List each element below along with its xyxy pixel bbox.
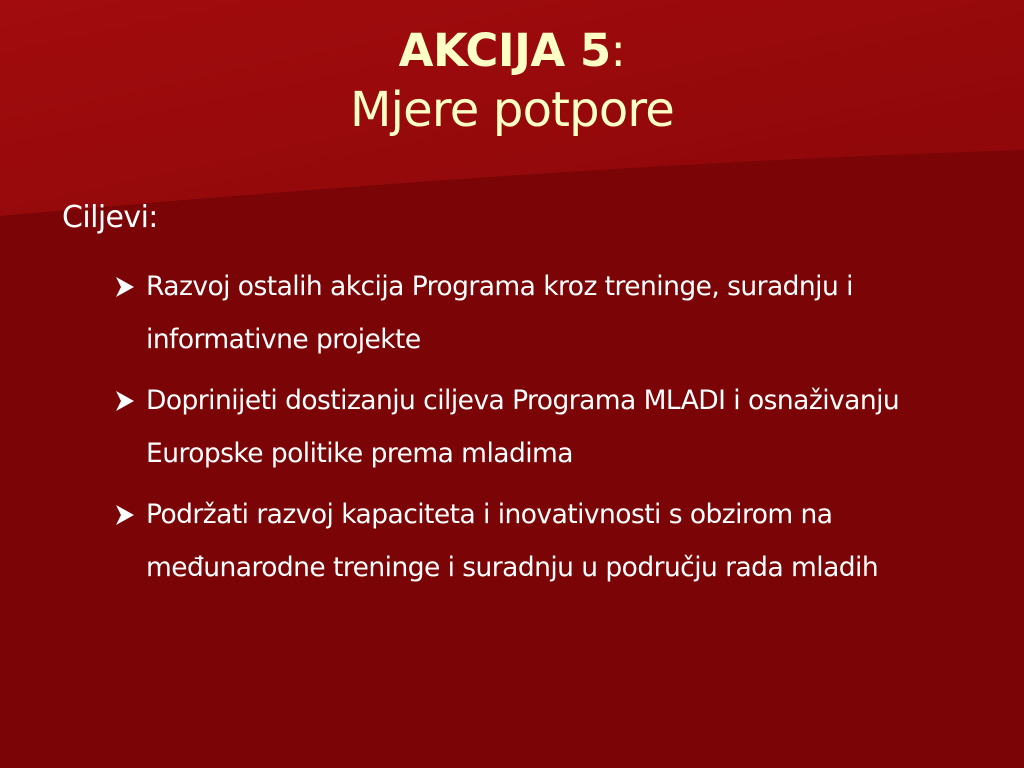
arrow-bullet-icon xyxy=(112,274,138,300)
list-item-text: Razvoj ostalih akcija Programa kroz treninge, suradnju i informativne projekte xyxy=(146,271,853,355)
list-item xyxy=(112,260,992,366)
list-item xyxy=(112,374,992,480)
goals-list xyxy=(112,260,992,602)
title-colon: : xyxy=(610,24,626,77)
title-subtitle: Mjere potpore xyxy=(349,82,675,138)
list-item-text: Doprinijeti dostizanju ciljeva Programa MLADI i osnaživanju Europske politike prema mladima xyxy=(146,385,900,469)
title-bold: AKCIJA 5 xyxy=(398,24,611,77)
title-heading xyxy=(0,22,1024,80)
arrow-bullet-icon xyxy=(112,388,138,414)
list-item-text: Podržati razvoj kapaciteta i inovativnosti s obzirom na međunarodne treninge i suradnju u području rada mladih xyxy=(146,499,879,583)
arrow-bullet-icon xyxy=(112,502,138,528)
slide-title xyxy=(0,22,1024,140)
goals-label: Ciljevi: xyxy=(62,200,158,235)
list-item xyxy=(112,488,992,594)
